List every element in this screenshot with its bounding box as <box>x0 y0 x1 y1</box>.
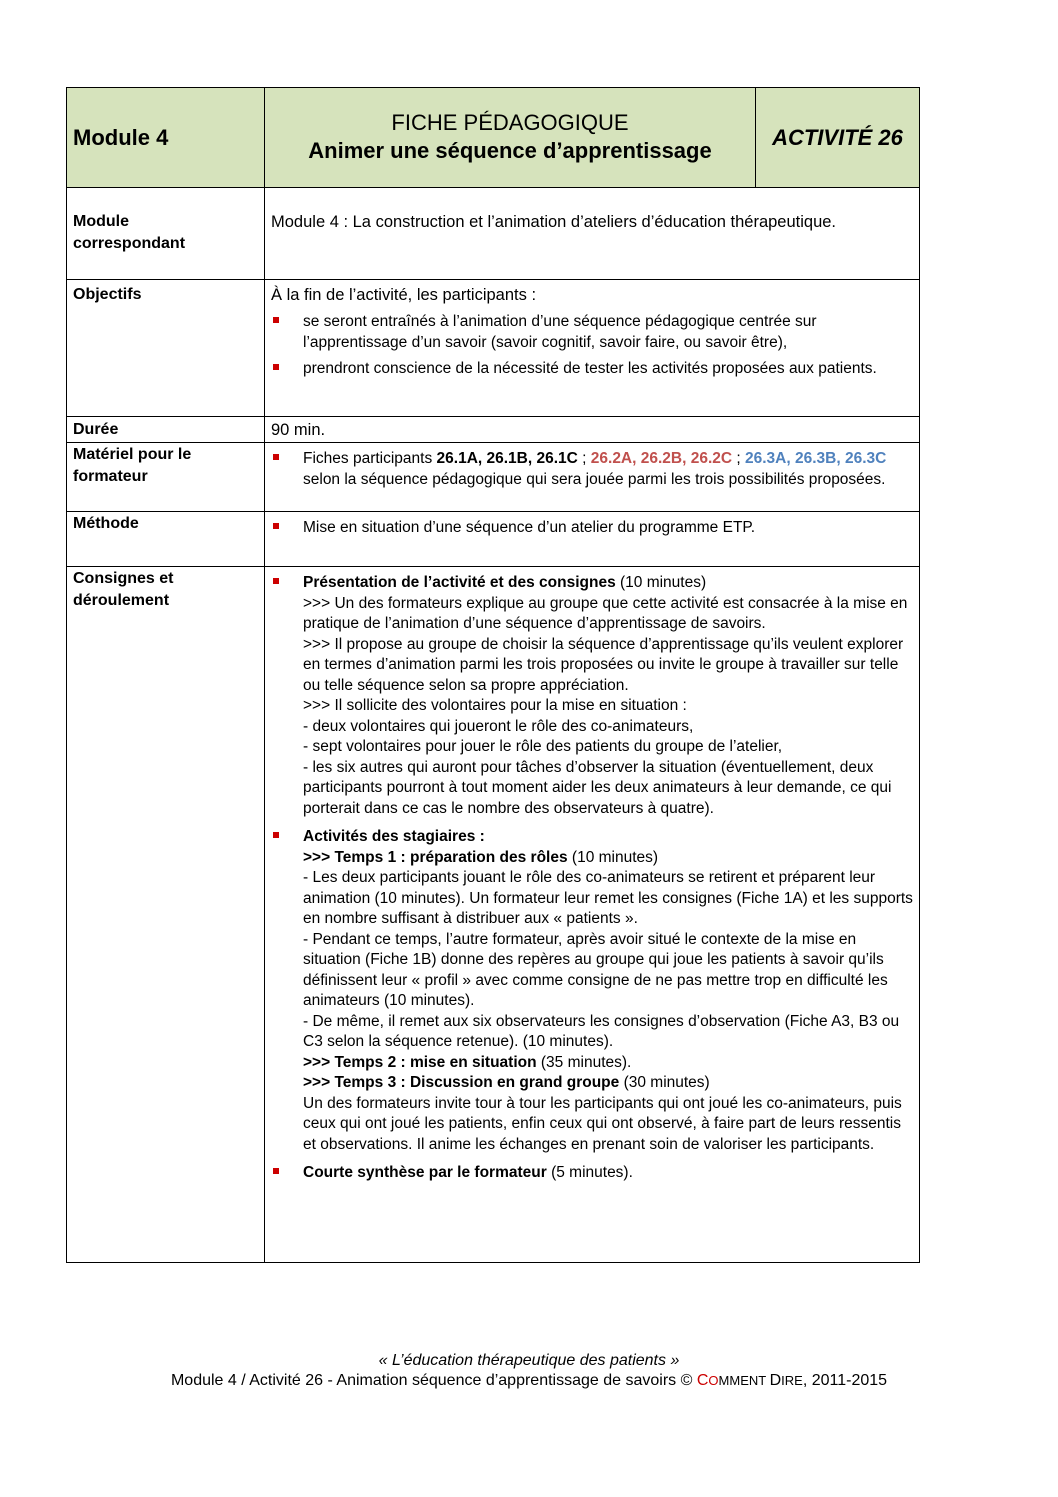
label-line: déroulement <box>73 592 170 609</box>
label-line: formateur <box>73 468 148 485</box>
step-line: >>> Il propose au groupe de choisir la séquence d’apprentissage qu’ils veulent explorer en termes d’animation parmi les trois proposées ou invite le groupe à travailler sur telle ou telle séquence selon sa propre appréciation. <box>303 635 904 694</box>
row-consignes-label <box>67 567 265 1262</box>
row-module <box>67 188 919 279</box>
step-line: - De même, il remet aux six observateurs les consignes d’observation (Fiche A3, B3 ou C3 selon la séquence retenue). (10 minutes). <box>303 1012 900 1050</box>
step-title: Présentation de l’activité et des consignes <box>303 574 616 591</box>
materiel-item <box>271 449 913 490</box>
row-duree <box>67 416 919 442</box>
footer-prefix: Module 4 / Activité 26 - Animation séquence d’apprentissage de savoirs © <box>170 1372 697 1389</box>
step-title: Courte synthèse par le formateur <box>303 1164 547 1181</box>
label-line: Matériel pour le <box>73 446 192 463</box>
brand-letter: C <box>696 1372 709 1389</box>
module-number: Module 4 <box>67 88 265 187</box>
sheet-title-line2: Animer une séquence d’apprentissage <box>308 138 712 163</box>
step-line: - les six autres qui auront pour tâches d’observer la situation (éventuellement, deux participants pourront à tout moment aider les deux animateurs à leur demande, ce qui porterait dans ce cas le nombre des observateurs à quatre). <box>303 758 892 817</box>
row-consignes-value <box>265 567 919 1262</box>
row-module-value: Module 4 : La construction et l’animation d’ateliers d’éducation thérapeutique. <box>271 213 837 231</box>
step-time: (10 minutes) <box>615 574 707 591</box>
row-consignes <box>67 566 919 1262</box>
separator: ; <box>732 450 745 467</box>
step-line: - deux volontaires qui joueront le rôle des co-animateurs, <box>303 717 694 735</box>
row-methode-label: Méthode <box>67 512 265 566</box>
footer-credits <box>0 1371 1058 1391</box>
sheet-header <box>66 87 920 188</box>
activity-sheet <box>66 87 920 1263</box>
step-line: - Pendant ce temps, l’autre formateur, après avoir situé le contexte de la mise en situation (Fiche 1B) donne des repères au groupe qui joue les patients à savoir qu’ils définissent leur « profil » avec comme consigne de ne pas mettre trop en difficulté les animateurs (10 minutes). <box>303 930 888 1009</box>
fiches-group-1: 26.1A, 26.1B, 26.1C <box>436 450 578 467</box>
row-materiel <box>67 442 919 511</box>
consigne-step-activites <box>271 827 913 1155</box>
consigne-step-presentation <box>271 573 913 819</box>
temps-title: >>> Temps 1 : préparation des rôles <box>303 848 568 866</box>
brand-comment-dire <box>697 1372 803 1389</box>
row-objectifs-label: Objectifs <box>67 280 265 416</box>
step-time: (5 minutes). <box>546 1164 633 1181</box>
brand-letter: IRE <box>781 1373 803 1388</box>
objectifs-intro: À la fin de l’activité, les participants : <box>271 286 537 304</box>
step-line: >>> Il sollicite des volontaires pour la mise en situation : <box>303 697 687 714</box>
step-title: Activités des stagiaires : <box>303 828 485 845</box>
footer-title: « L’éducation thérapeutique des patients » <box>378 1352 680 1369</box>
materiel-prefix: Fiches participants <box>303 450 437 467</box>
label-line: Module <box>73 213 129 230</box>
brand-letter: D <box>769 1372 782 1389</box>
temps-3 <box>303 1073 913 1094</box>
brand-letter: MMENT <box>718 1373 770 1388</box>
sheet-title <box>265 88 756 187</box>
temps-1 <box>303 848 913 869</box>
row-module-label <box>67 188 265 279</box>
footer-suffix: , 2011-2015 <box>802 1372 888 1389</box>
sheet-title-line1: FICHE PÉDAGOGIQUE <box>391 110 629 135</box>
separator: ; <box>577 450 591 467</box>
temps-time: (35 minutes). <box>536 1053 632 1071</box>
fiches-group-3: 26.3A, 26.3B, 26.3C <box>745 450 887 467</box>
objectif-item: se seront entraînés à l’animation d’une séquence pédagogique centrée sur l’apprentissage d’un savoir (savoir cognitif, savoir faire, ou savoir être), <box>271 312 913 353</box>
label-line: Consignes et <box>73 570 174 587</box>
row-objectifs <box>67 279 919 416</box>
step-line: - sept volontaires pour jouer le rôle des patients du groupe de l’atelier, <box>303 738 783 755</box>
consigne-step-synthese <box>271 1163 913 1184</box>
temps-time: (30 minutes) <box>619 1074 710 1091</box>
row-methode <box>67 511 919 566</box>
activity-number: ACTIVITÉ 26 <box>772 124 903 150</box>
brand-letter: O <box>708 1373 719 1388</box>
row-materiel-value <box>265 443 919 511</box>
temps-2 <box>303 1053 913 1074</box>
row-methode-value <box>265 512 919 566</box>
temps-time: (10 minutes) <box>567 848 659 866</box>
temps-title: >>> Temps 2 : mise en situation <box>303 1053 537 1071</box>
step-line: >>> Un des formateurs explique au groupe que cette activité est consacrée à la mise en pratique de l’animation d’une séquence d’apprentissage de savoirs. <box>303 594 908 632</box>
fiches-group-2: 26.2A, 26.2B, 26.2C <box>590 450 733 467</box>
step-line: Un des formateurs invite tour à tour les participants qui ont joué les co-animateurs, puis ceux qui ont joué les patients, enfin ceux qui ont observé, à faire part de leurs ressentis et observations. Il anime les échanges en prenant soin de valoriser les participants. <box>303 1094 902 1153</box>
label-line: correspondant <box>73 235 186 252</box>
sheet-body <box>66 188 920 1263</box>
row-duree-value: 90 min. <box>271 421 326 439</box>
row-objectifs-value <box>265 280 919 416</box>
temps-title: >>> Temps 3 : Discussion en grand groupe <box>303 1074 620 1091</box>
objectif-item: prendront conscience de la nécessité de tester les activités proposées aux patients. <box>271 359 913 380</box>
row-duree-label: Durée <box>67 417 265 442</box>
methode-item: Mise en situation d’une séquence d’un atelier du programme ETP. <box>271 518 913 539</box>
materiel-suffix: selon la séquence pédagogique qui sera jouée parmi les trois possibilités proposées. <box>303 470 886 488</box>
step-line: - Les deux participants jouant le rôle des co-animateurs se retirent et préparent leur animation (10 minutes). Un formateur leur remet les consignes (Fiche 1A) et les supports en nombre suffisant à distribuer aux « patients ». <box>303 869 913 927</box>
row-materiel-label <box>67 443 265 511</box>
